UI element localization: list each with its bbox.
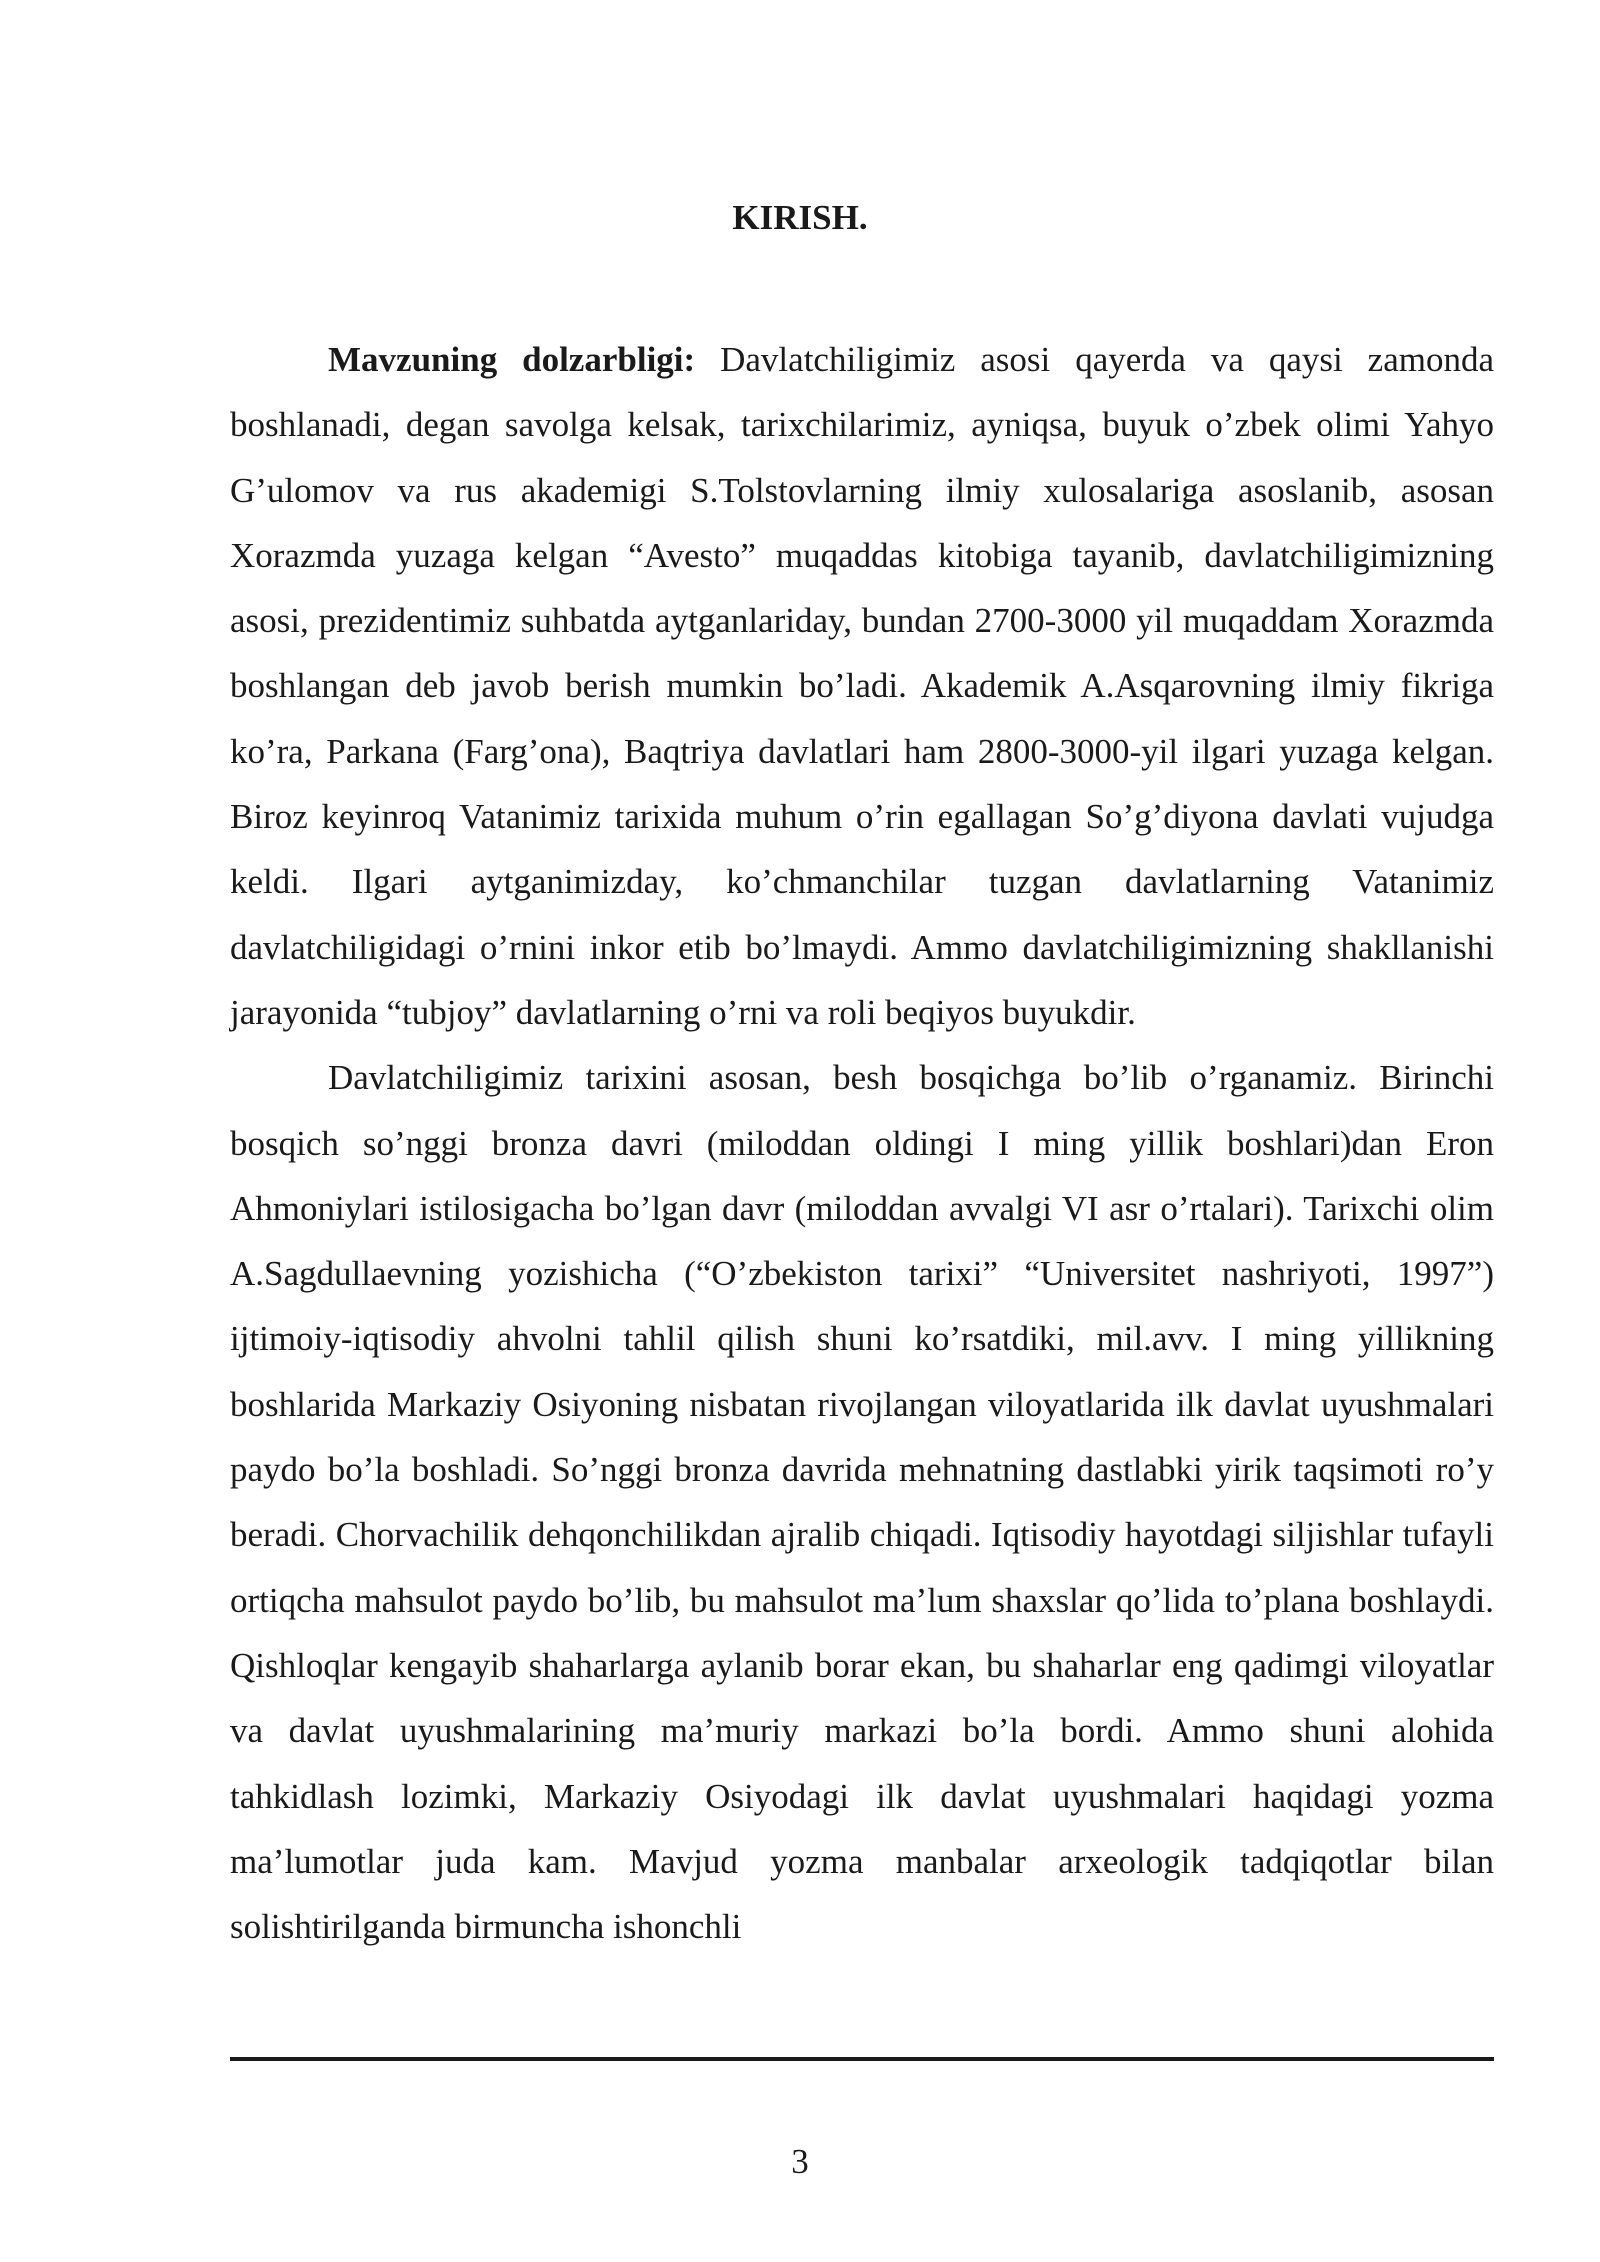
paragraph-text: Davlatchiligimiz asosi qayerda va qaysi zamonda boshlanadi, degan savolga kelsak, tarixchilarimiz, ayniqsa, buyuk o’zbek olimi Yahyo G’ulomov va rus akademigi S.Tolstovlarning ilmiy xulosalariga asoslanib, asosan Xorazmda yuzaga kelgan “Avesto” muqaddas kitobiga tayanib, davlatchiligimizning asosi, prezidentimiz suhbatda aytganlariday, bundan 2700-3000 yil muqaddam Xorazmda boshlangan deb javob berish mumkin bo’ladi. Akademik A.Asqarovning ilmiy fikriga ko’ra, Parkana (Farg’ona), Baqtriya davlatlari ham 2800-3000-yil ilgari yuzaga kelgan. Biroz keyinroq Vatanimiz tarixida muhum o’rin egallagan So’g’diyona davlati vujudga keldi. Ilgari aytganimizday, ko’chmanchilar tuzgan davlatlarning Vatanimiz davlatchiligidagi o’rnini inkor etib bo’lmaydi. Ammo davlatchiligimizning shakllanishi jarayonida “tubjoy” davlatlarning o’rni va roli beqiyos buyukdir. — [230, 340, 1494, 1032]
paragraph-lead: Mavzuning dolzarbligi: — [328, 340, 696, 379]
page-title: KIRISH. — [732, 198, 868, 237]
footer-divider — [230, 2057, 1494, 2061]
paragraph-stages — [230, 1045, 1494, 1959]
body-text — [230, 327, 1494, 1959]
paragraph-text: Davlatchiligimiz tarixini asosan, besh bosqichga bo’lib o’rganamiz. Birinchi bosqich so’nggi bronza davri (miloddan oldingi I ming yillik boshlari)dan Eron Ahmoniylari istilosigacha bo’lgan davr (miloddan avvalgi VI asr o’rtalari). Tarixchi olim A.Sagdullaevning yozishicha (“O’zbekiston tarixi” “Universitet nashriyoti, 1997”) ijtimoiy-iqtisodiy ahvolni tahlil qilish shuni ko’rsatdiki, mil.avv. I ming yillikning boshlarida Markaziy Osiyoning nisbatan rivojlangan viloyatlarida ilk davlat uyushmalari paydo bo’la boshladi. So’nggi bronza davrida mehnatning dastlabki yirik taqsimoti ro’y beradi. Chorvachilik dehqonchilikdan ajralib chiqadi. Iqtisodiy hayotdagi siljishlar tufayli ortiqcha mahsulot paydo bo’lib, bu mahsulot ma’lum shaxslar qo’lida to’plana boshlaydi. Qishloqlar kengayib shaharlarga aylanib borar ekan, bu shaharlar eng qadimgi viloyatlar va davlat uyushmalarining ma’muriy markazi bo’la bordi. Ammo shuni alohida tahkidlash lozimki, Markaziy Osiyodagi ilk davlat uyushmalari haqidagi yozma ma’lumotlar juda kam. Mavjud yozma manbalar arxeologik tadqiqotlar bilan solishtirilganda birmuncha ishonchli — [230, 1058, 1494, 1947]
paragraph-relevance — [230, 327, 1494, 1045]
page-number: 3 — [791, 2142, 809, 2181]
